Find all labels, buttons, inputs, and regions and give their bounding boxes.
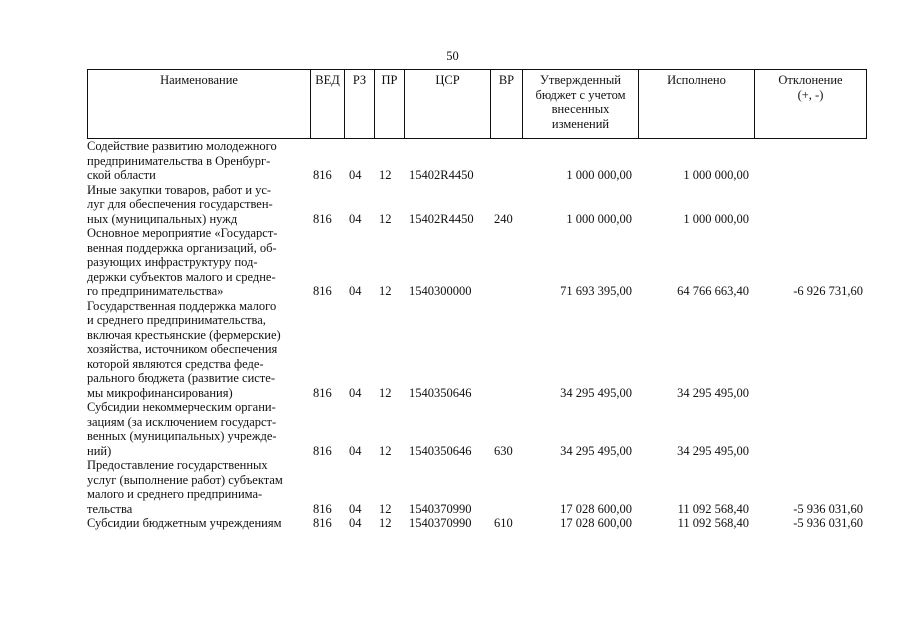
cell-approved: 34 295 495,00 bbox=[560, 385, 632, 400]
name-line: луг для обеспечения государствен- bbox=[87, 197, 273, 211]
name-line: Содействие развитию молодежного bbox=[87, 139, 277, 153]
header-csr bbox=[405, 69, 490, 138]
name-line: тельства bbox=[87, 501, 133, 516]
header-text-line: ВЕД bbox=[315, 73, 340, 87]
table-body bbox=[87, 139, 887, 531]
cell-executed: 11 092 568,40 bbox=[677, 501, 749, 516]
cell-vr: 630 bbox=[494, 443, 513, 458]
name-line: венных (муниципальных) учрежде- bbox=[87, 429, 277, 443]
cell-name bbox=[87, 183, 311, 227]
cell-deviation: -5 936 031,60 bbox=[793, 516, 863, 530]
name-line: Иные закупки товаров, работ и ус- bbox=[87, 182, 272, 197]
name-line: хозяйства, источником обеспечения bbox=[87, 342, 278, 356]
cell-name bbox=[87, 139, 311, 183]
cell-ved: 816 bbox=[313, 516, 332, 530]
name-line: Субсидии некоммерческим органи- bbox=[87, 400, 276, 414]
page-number: 50 bbox=[446, 49, 459, 63]
name-line: зациям (за исключением государст- bbox=[87, 414, 277, 429]
name-line: услуг (выполнение работ) субъектам bbox=[87, 472, 283, 487]
header-executed bbox=[639, 69, 754, 138]
name-line: венная поддержка организаций, об- bbox=[87, 240, 277, 255]
cell-pr: 12 bbox=[379, 385, 392, 400]
table-row bbox=[87, 139, 887, 183]
cell-executed: 34 295 495,00 bbox=[677, 385, 749, 400]
cell-rz: 04 bbox=[349, 211, 362, 226]
name-line: Субсидии бюджетным учреждениям bbox=[87, 516, 282, 530]
cell-csr: 15402R4450 bbox=[409, 168, 474, 182]
header-approved bbox=[523, 69, 638, 138]
cell-pr: 12 bbox=[379, 168, 392, 182]
cell-approved: 17 028 600,00 bbox=[560, 501, 632, 516]
cell-name bbox=[87, 516, 311, 531]
header-pr bbox=[375, 69, 404, 138]
name-line: которой являются средства феде- bbox=[87, 356, 264, 371]
name-line: Предоставление государственных bbox=[87, 458, 268, 472]
cell-approved: 17 028 600,00 bbox=[560, 516, 632, 530]
table-row bbox=[87, 516, 887, 531]
cell-csr: 15402R4450 bbox=[409, 211, 474, 226]
table-row bbox=[87, 183, 887, 227]
cell-csr: 1540370990 bbox=[409, 501, 472, 516]
cell-name bbox=[87, 226, 311, 299]
cell-csr: 1540370990 bbox=[409, 516, 472, 530]
cell-pr: 12 bbox=[379, 443, 392, 458]
cell-name bbox=[87, 299, 311, 401]
name-line: включая крестьянские (фермерские) bbox=[87, 327, 281, 342]
header-text-line: бюджет с учетом bbox=[535, 87, 626, 102]
header-text-line: РЗ bbox=[352, 73, 367, 87]
header-deviation bbox=[755, 69, 866, 138]
table-row bbox=[87, 226, 887, 299]
cell-rz: 04 bbox=[349, 443, 362, 458]
name-line: Государственная поддержка малого bbox=[87, 298, 277, 313]
name-line: разующих инфраструктуру под- bbox=[87, 255, 258, 269]
cell-deviation: -5 936 031,60 bbox=[793, 501, 863, 516]
cell-pr: 12 bbox=[379, 211, 392, 226]
cell-ved: 816 bbox=[313, 443, 332, 458]
name-line: ных (муниципальных) нужд bbox=[87, 211, 238, 226]
header-vr bbox=[491, 69, 522, 138]
cell-ved: 816 bbox=[313, 211, 332, 226]
name-line: го предпринимательства» bbox=[87, 284, 224, 298]
name-line: ний) bbox=[87, 443, 112, 458]
header-text-line: Отклонение bbox=[778, 73, 843, 87]
cell-pr: 12 bbox=[379, 284, 392, 298]
cell-rz: 04 bbox=[349, 385, 362, 400]
header-text-line: внесенных bbox=[551, 102, 610, 116]
header-ved bbox=[311, 69, 344, 138]
cell-ved: 816 bbox=[313, 501, 332, 516]
header-text-line: изменений bbox=[551, 116, 610, 131]
header-name bbox=[88, 69, 310, 138]
cell-vr: 610 bbox=[494, 516, 513, 530]
cell-approved: 34 295 495,00 bbox=[560, 443, 632, 458]
cell-rz: 04 bbox=[349, 284, 362, 298]
header-text-line: Утвержденный bbox=[540, 73, 621, 87]
header-text-line: Исполнено bbox=[667, 73, 726, 87]
cell-pr: 12 bbox=[379, 516, 392, 530]
table-row bbox=[87, 458, 887, 516]
cell-name bbox=[87, 400, 311, 458]
cell-ved: 816 bbox=[313, 168, 332, 182]
cell-approved: 71 693 395,00 bbox=[560, 284, 632, 298]
cell-approved: 1 000 000,00 bbox=[566, 168, 632, 182]
name-line: предпринимательства в Оренбург- bbox=[87, 153, 271, 168]
name-line: рального бюджета (развитие систе- bbox=[87, 371, 275, 385]
header-text-line: (+, -) bbox=[797, 87, 824, 102]
header-text-line: ВР bbox=[498, 73, 515, 87]
cell-deviation: -6 926 731,60 bbox=[793, 284, 863, 298]
cell-executed: 1 000 000,00 bbox=[683, 211, 749, 226]
cell-rz: 04 bbox=[349, 168, 362, 182]
cell-executed: 1 000 000,00 bbox=[683, 168, 749, 182]
table-row bbox=[87, 400, 887, 458]
cell-rz: 04 bbox=[349, 516, 362, 530]
cell-name bbox=[87, 458, 311, 516]
name-line: ской области bbox=[87, 168, 156, 182]
table-row bbox=[87, 299, 887, 401]
cell-vr: 240 bbox=[494, 211, 513, 226]
cell-executed: 64 766 663,40 bbox=[677, 284, 749, 298]
header-text-line: ПР bbox=[381, 73, 398, 87]
cell-pr: 12 bbox=[379, 501, 392, 516]
name-line: мы микрофинансирования) bbox=[87, 385, 233, 400]
cell-approved: 1 000 000,00 bbox=[566, 211, 632, 226]
name-line: держки субъектов малого и средне- bbox=[87, 269, 276, 284]
cell-executed: 11 092 568,40 bbox=[677, 516, 749, 530]
cell-ved: 816 bbox=[313, 385, 332, 400]
table-header bbox=[87, 69, 867, 138]
header-rz bbox=[345, 69, 374, 138]
header-divider bbox=[866, 69, 867, 138]
cell-rz: 04 bbox=[349, 501, 362, 516]
cell-ved: 816 bbox=[313, 284, 332, 298]
cell-csr: 1540350646 bbox=[409, 385, 472, 400]
cell-executed: 34 295 495,00 bbox=[677, 443, 749, 458]
header-text-line: Наименование bbox=[160, 73, 238, 87]
name-line: малого и среднего предпринима- bbox=[87, 487, 263, 501]
header-text-line: ЦСР bbox=[435, 73, 460, 87]
cell-csr: 1540300000 bbox=[409, 284, 472, 298]
cell-csr: 1540350646 bbox=[409, 443, 472, 458]
name-line: Основное мероприятие «Государст- bbox=[87, 226, 278, 240]
name-line: и среднего предпринимательства, bbox=[87, 313, 266, 327]
